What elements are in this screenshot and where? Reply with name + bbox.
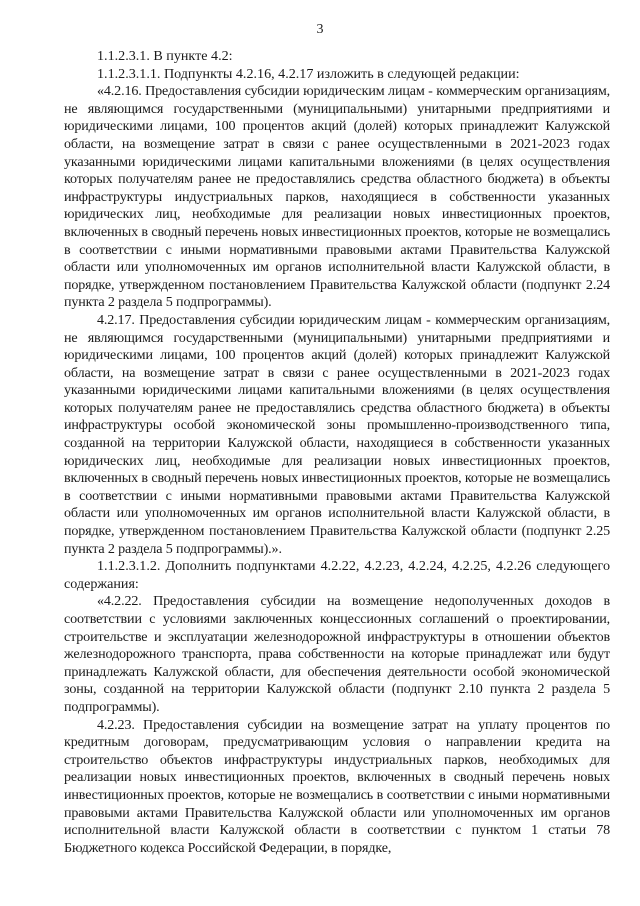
document-body <box>64 48 610 857</box>
paragraph: 1.1.2.3.1.2. Дополнить подпунктами 4.2.22, 4.2.23, 4.2.24, 4.2.25, 4.2.26 следующего содержания: <box>64 558 610 592</box>
page-number: 3 <box>316 22 324 37</box>
paragraph: 4.2.23. Предоставления субсидии на возмещение затрат на уплату процентов по кредитным договорам, предусматривающим условия о направлении кредита на строительство объектов инфраструктуры индустриальных парков, необходимых для реализации новых инвестиционных проектов, включенных в сводный перечень новых инвестиционных проектов, которые не возмещались в соответствии с иными нормативными правовыми актами Правительства Калужской области или уполномоченных им органов исполнительной власти Калужской области в соответствии с пунктом 1 статьи 78 Бюджетного кодекса Российской Федерации, в порядке, <box>64 716 610 856</box>
paragraph: 1.1.2.3.1.1. Подпункты 4.2.16, 4.2.17 изложить в следующей редакции: <box>97 65 520 82</box>
paragraph: «4.2.22. Предоставления субсидии на возмещение недополученных доходов в соответствии с условиями заключенных концессионных соглашений о проектировании, строительстве и эксплуатации железнодорожной инфраструктуры в отношении объектов железнодорожного транспорта, права собственности на которые принадлежат или будут принадлежать Калужской области, для обеспечения деятельности особой экономической зоны, созданной на территории Калужской области (подпункт 2.10 пункта 2 раздела 5 подпрограммы). <box>64 593 610 715</box>
paragraph: 4.2.17. Предоставления субсидии юридическим лицам - коммерческим организациям, не являющимся государственными (муниципальными) унитарными предприятиями и юридическими лицами, 100 процентов акций (долей) которых принадлежит Калужской области, на возмещение затрат в связи с ранее осуществленными в 2021-2023 годах указанными юридическими лицами капитальными вложениями (в целях осуществления которых получателям ранее не предоставлялись средства областного бюджета) в объекты инфраструктуры особой экономической зоны промышленно-производственного типа, созданной на территории Калужской области, находящиеся в собственности указанных юридических лиц, необходимые для реализации новых инвестиционных проектов, включенных в сводный перечень новых инвестиционных проектов, которые не возмещались в соответствии с иными нормативными правовыми актами Правительства Калужской области или уполномоченных им органов исполнительной власти Калужской области, в порядке, утвержденном постановлением Правительства Калужской области (подпункт 2.25 пункта 2 раздела 5 подпрограммы).». <box>64 311 610 557</box>
paragraph: «4.2.16. Предоставления субсидии юридическим лицам - коммерческим организациям, не являющимся государственными (муниципальными) унитарными предприятиями и юридическими лицами, 100 процентов акций (долей) которых принадлежит Калужской области, на возмещение затрат в связи с ранее осуществленными в 2021-2023 годах указанными юридическими лицами капитальными вложениями (в целях осуществления которых получателям ранее не предоставлялись средства областного бюджета) в объекты инфраструктуры индустриальных парков, находящиеся в собственности указанных юридических лиц, необходимые для реализации новых инвестиционных проектов, включенных в сводный перечень новых инвестиционных проектов, которые не возмещались в соответствии с иными нормативными правовыми актами Правительства Калужской области или уполномоченных им органов исполнительной власти Калужской области, в порядке, утвержденном постановлением Правительства Калужской области (подпункт 2.24 пункта 2 раздела 5 подпрограммы). <box>64 83 610 311</box>
paragraph: 1.1.2.3.1. В пункте 4.2: <box>97 48 233 64</box>
